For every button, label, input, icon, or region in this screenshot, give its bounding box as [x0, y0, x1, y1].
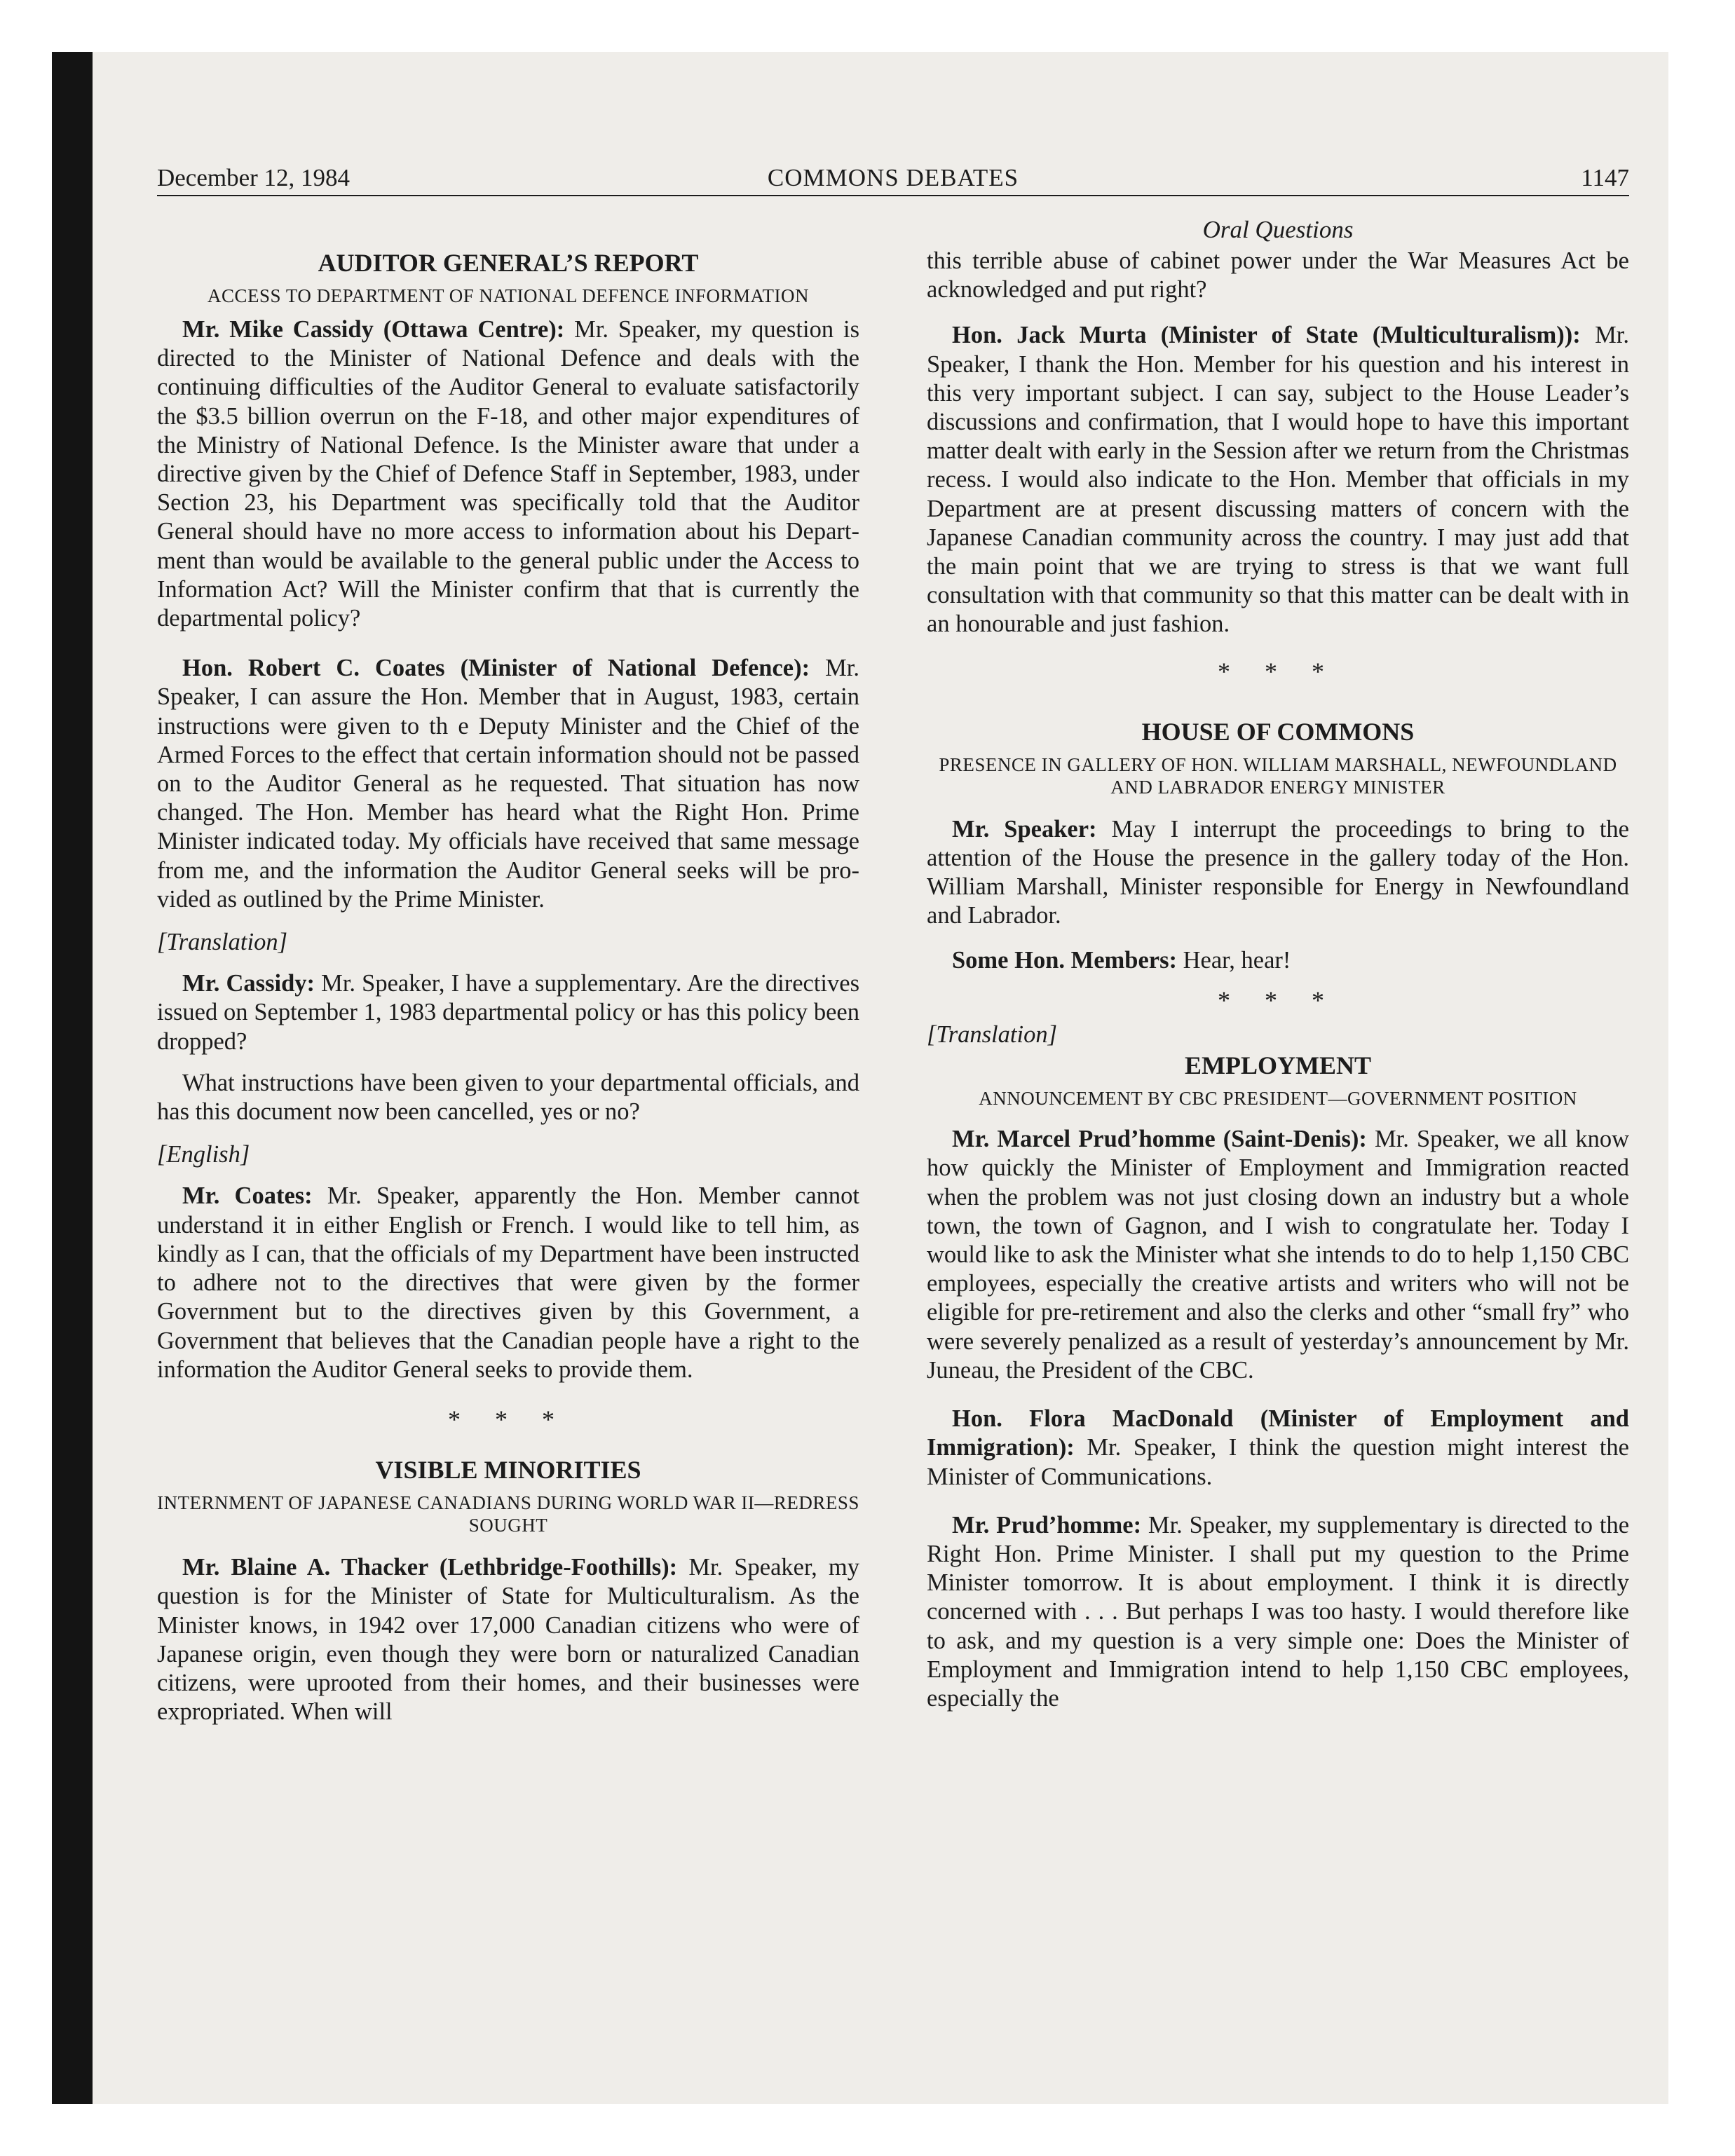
section-separator: * * *: [1218, 657, 1338, 685]
speech-text: Mr. Speaker, my question is for the Minister of State for Multiculturalism. As the Minister knows, in 1942 over 17,000 Canadian citizens who were of Japanese origin, even though they were born or naturalized Canadian citizens, were uprooted from their homes, and their businesses were expropriated. When will: [157, 1554, 859, 1726]
language-marker-translation: [Translation]: [927, 1021, 1057, 1049]
speech-murta-answer: [927, 321, 1629, 639]
speech-cassidy-supplementary: [157, 969, 859, 1056]
section-rubric: Oral Questions: [1202, 216, 1354, 243]
speaker-name: Mr. Prud’homme:: [952, 1511, 1142, 1538]
header-page-number: 1147: [1581, 164, 1629, 191]
section-separator: * * *: [1218, 985, 1338, 1014]
speech-cassidy-continued: What instructions have been given to your departmental officials, and has this document now been cancelled, yes or no?: [157, 1069, 859, 1126]
speaker-name: Mr. Coates:: [182, 1182, 313, 1210]
header-date: December 12, 1984: [157, 164, 351, 191]
running-head: [157, 164, 1629, 196]
speaker-name: Mr. Marcel Prud’homme (Saint-Denis):: [952, 1126, 1367, 1153]
speech-text: Mr. Speaker, my question is directed to the Minister of National Defence and deals with the continuing difficulties of the Auditor General to evaluate satisfactorily the $3.5 billion overrun on the F-18, and other major expenditures of the Ministry of National Defence. Is the Minister aware that under a directive given by the Chief of Defence Staff in September, 1983, under Section 23, his Department was specifically told that the Auditor General should have no more access to information about his Department than would be available to the general public under the Access to Information Act? Will the Minister confirm that that is currently the departmental policy?: [157, 316, 859, 632]
speech-thacker-continued: this terrible abuse of cabinet power under the War Measures Act be acknowledged and put right?: [927, 247, 1629, 303]
speech-prudhomme-question: [927, 1125, 1629, 1385]
hansard-page: [157, 164, 1629, 2056]
speech-text: Mr. Speaker, my supplementary is directed to the Right Hon. Prime Minister. I shall put my question to the Prime Minister tomorrow. It is about employment. I think it is directly concerned with . . . But perhaps I was too hasty. I would therefore like to ask, and my question is a very simple one: Does the Minister of Employment and Immigration intend to help 1,150 CBC employees, especially the: [927, 1511, 1630, 1712]
speaker-name: Mr. Speaker:: [952, 815, 1097, 842]
speech-text: Mr. Speaker, I thank the Hon. Member for his question and his interest in this very important subject. I can say, subject to the House Leader’s discussions and confirmation, that I would hope to have this important matter dealt with early in the Session after we return from the Christmas recess. I would also indicate to the Hon. Member that officials in my Department are at present discussing matters of concern with the Japanese Canadian community across the country. I may just add that the main point that we are trying to stress is that we want full consultation with that community so that this matter can be dealt with in an honourable and just fashion.: [927, 322, 1630, 638]
scanned-page: [52, 52, 1668, 2104]
left-column: [157, 216, 859, 1726]
section-heading-employment: EMPLOYMENT: [1185, 1051, 1371, 1080]
speaker-name: Hon. Robert C. Coates (Minister of National Defence):: [182, 655, 810, 682]
speaker-name: Hon. Flora MacDonald (Minister of Employment and Immigration):: [927, 1405, 1629, 1461]
scan-edge-shadow: [52, 52, 93, 2104]
speech-members-response: [927, 946, 1629, 975]
speech-coates-reply: [157, 1182, 859, 1384]
speech-text: Mr. Speaker, we all know how quickly the Minister of Employment and Immigration reacted when the problem was not just closing down an industry but a whole town, the town of Gagnon, and I wish to congratulate her. Today I would like to ask the Minister what she intends to do to help 1,150 CBC employees, especially the creative artists and writers who will not be eligible for pre-retirement and also the clerks and other “small fry” who were severely penalized as a result of yesterday’s announcement by Mr. Juneau, the President of the CBC.: [927, 1126, 1629, 1384]
speech-cassidy-question: [157, 315, 859, 633]
speech-text: Mr. Speaker, I think the question might interest the Minister of Communications.: [927, 1434, 1629, 1490]
section-heading-house-of-commons: HOUSE OF COMMONS: [1141, 717, 1415, 746]
subheading-internment: INTERNMENT OF JAPANESE CANADIANS DURING WORLD WAR II—REDRESS SOUGHT: [157, 1492, 859, 1536]
language-marker-english: [English]: [157, 1141, 250, 1168]
speaker-name: Mr. Blaine A. Thacker (Lethbridge-Foothills):: [182, 1554, 678, 1581]
speech-text: Mr. Speaker, apparently the Hon. Member cannot understand it in either English or French. I would like to tell him, as kindly as I can, that the officials of my Department have been instructed to adhere not to the directives that were given by the former Government but to the directives given by this Government, a Government that believes that the Canadian people have a right to the information the Auditor General seeks to provide them.: [157, 1182, 859, 1383]
header-publication: COMMONS DEBATES: [767, 164, 1019, 191]
speaker-name: Hon. Jack Murta (Minister of State (Multiculturalism)):: [952, 322, 1581, 349]
section-heading-visible-minorities: VISIBLE MINORITIES: [375, 1456, 641, 1485]
section-separator: * * *: [448, 1405, 569, 1433]
speech-thacker-question: [157, 1553, 859, 1726]
speech-text: Mr. Speaker, I have a supplementary. Are the directives issued on September 1, 1983 departmental policy or has this policy been dropped?: [157, 970, 860, 1055]
speech-speaker-announcement: [927, 815, 1629, 931]
speaker-name: Mr. Mike Cassidy (Ottawa Centre):: [182, 316, 565, 343]
subheading-cbc-announcement: ANNOUNCEMENT BY CBC PRESIDENT—GOVERNMENT POSITION: [979, 1088, 1577, 1110]
language-marker-translation: [Translation]: [157, 929, 287, 956]
subheading-gallery-presence: PRESENCE IN GALLERY OF HON. WILLIAM MARSHALL, NEWFOUNDLAND AND LABRADOR ENERGY MINISTER: [939, 753, 1617, 798]
speech-macdonald-answer: [927, 1405, 1629, 1492]
speech-text: Hear, hear!: [1176, 946, 1291, 974]
right-column: [927, 216, 1629, 1713]
speech-coates-answer: [157, 654, 859, 914]
speech-prudhomme-supplementary: [927, 1511, 1629, 1713]
section-heading-auditor-general: AUDITOR GENERAL’S REPORT: [318, 249, 699, 277]
speech-text: Mr. Speaker, I can assure the Hon. Member that in August, 1983, certain instructions were given to th e Deputy Minister and the Chief of the Armed Forces to the effect that certain information should not be passed on to the Auditor General as he requested. That situation has now changed. The Hon. Member has heard what the Right Hon. Prime Minister indicated today. My officials have received that same message from me, and the information the Auditor General seeks will be provided as outlined by the Prime Minister.: [157, 655, 859, 913]
speaker-name: Some Hon. Members:: [952, 946, 1177, 974]
subheading-access-information: ACCESS TO DEPARTMENT OF NATIONAL DEFENCE INFORMATION: [207, 285, 809, 306]
speaker-name: Mr. Cassidy:: [182, 970, 315, 997]
speech-text: May I interrupt the proceedings to bring to the attention of the House the presence in the gallery today of the Hon. William Marshall, Minister responsible for Energy in Newfoundland and Labrador.: [927, 815, 1629, 929]
